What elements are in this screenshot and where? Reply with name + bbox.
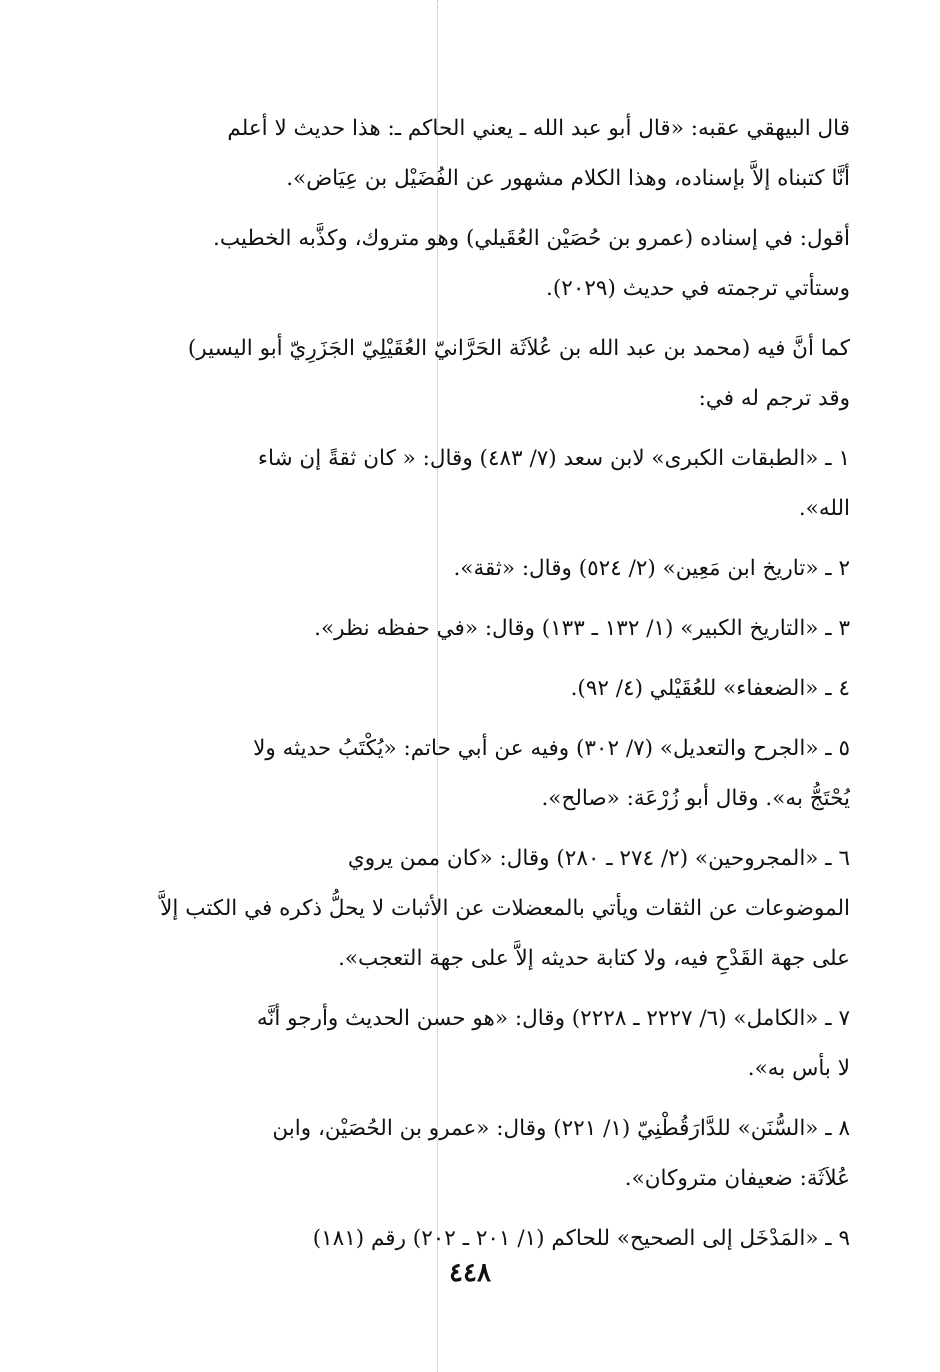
text-line: الموضوعات عن الثقات ويأتي بالمعضلات عن الأثبات لا يحلُّ ذكره في الكتب إلاَّ [160, 896, 850, 921]
paragraph [98, 994, 850, 1094]
text-line: ٤ ـ «الضعفاء» للعُقَيْلي (٤/ ٩٢). [570, 676, 850, 701]
text-line: الله». [798, 496, 850, 521]
page-number: ٤٤٨ [449, 1258, 491, 1288]
paragraph [98, 834, 850, 984]
text-line: ٩ ـ «المَدْخَل إلى الصحيح» للحاكم (١/ ٢٠١ ـ ٢٠٢) رقم (١٨١) [312, 1226, 850, 1251]
text-line: عُلاَثَة: ضعيفان متروكان». [624, 1166, 850, 1191]
paragraph [98, 604, 850, 654]
text-line: على جهة القَدْحِ فيه، ولا كتابة حديثه إلاَّ على جهة التعجب». [338, 946, 850, 971]
text-line: ٢ ـ «تاريخ ابن مَعِين» (٢/ ٥٢٤) وقال: «ثقة». [453, 556, 850, 581]
text-line: كما أنَّ فيه (محمد بن عبد الله بن عُلاَثَة الحَرَّانيّ العُقَيْلِيّ الجَزَرِيّ أبو اليسير) [187, 336, 850, 361]
paragraph [98, 544, 850, 594]
paragraph [98, 1214, 850, 1264]
text-line: قال البيهقي عقبه: «قال أبو عبد الله ـ يعني الحاكم ـ: هذا حديث لا أعلم [227, 116, 850, 141]
paragraph [98, 1104, 850, 1204]
paragraph [98, 724, 850, 824]
paragraph [98, 664, 850, 714]
paragraph [98, 324, 850, 424]
text-line: ٧ ـ «الكامل» (٦/ ٢٢٢٧ ـ ٢٢٢٨) وقال: «هو حسن الحديث وأرجو أنَّه [256, 1006, 850, 1031]
text-line: أنَّا كتبناه إلاَّ بإسناده، وهذا الكلام مشهور عن الفُضَيْل بن عِيَاض». [286, 166, 850, 191]
text-line: لا بأس به». [747, 1056, 850, 1081]
paragraph [98, 434, 850, 534]
page-body [98, 104, 850, 1274]
text-line: ٣ ـ «التاريخ الكبير» (١/ ١٣٢ ـ ١٣٣) وقال: «في حفظه نظر». [314, 616, 850, 641]
text-line: أقول: في إسناده (عمرو بن حُصَيْن العُقَيلي) وهو متروك، وكذَّبه الخطيب. [213, 226, 850, 251]
text-line: يُحْتَجُّ به». وقال أبو زُرْعَة: «صالح». [541, 786, 850, 811]
text-line: ١ ـ «الطبقات الكبرى» لابن سعد (٧/ ٤٨٣) وقال: « كان ثقةً إن شاء [257, 446, 850, 471]
text-line: ٥ ـ «الجرح والتعديل» (٧/ ٣٠٢) وفيه عن أبي حاتم: «يُكْتَبُ حديثه ولا [253, 736, 850, 761]
text-line: ٨ ـ «السُّنَن» للدَّارَقُطْنِيّ (١/ ٢٢١) وقال: «عمرو بن الحُصَيْن، وابن [272, 1116, 850, 1141]
text-line: وقد ترجم له في: [698, 386, 850, 411]
paragraph [98, 214, 850, 314]
text-line: ٦ ـ «المجروحين» (٢/ ٢٧٤ ـ ٢٨٠) وقال: «كان ممن يروي [347, 846, 850, 871]
paragraph [98, 104, 850, 204]
text-line: وستأتي ترجمته في حديث (٢٠٢٩). [546, 276, 850, 301]
